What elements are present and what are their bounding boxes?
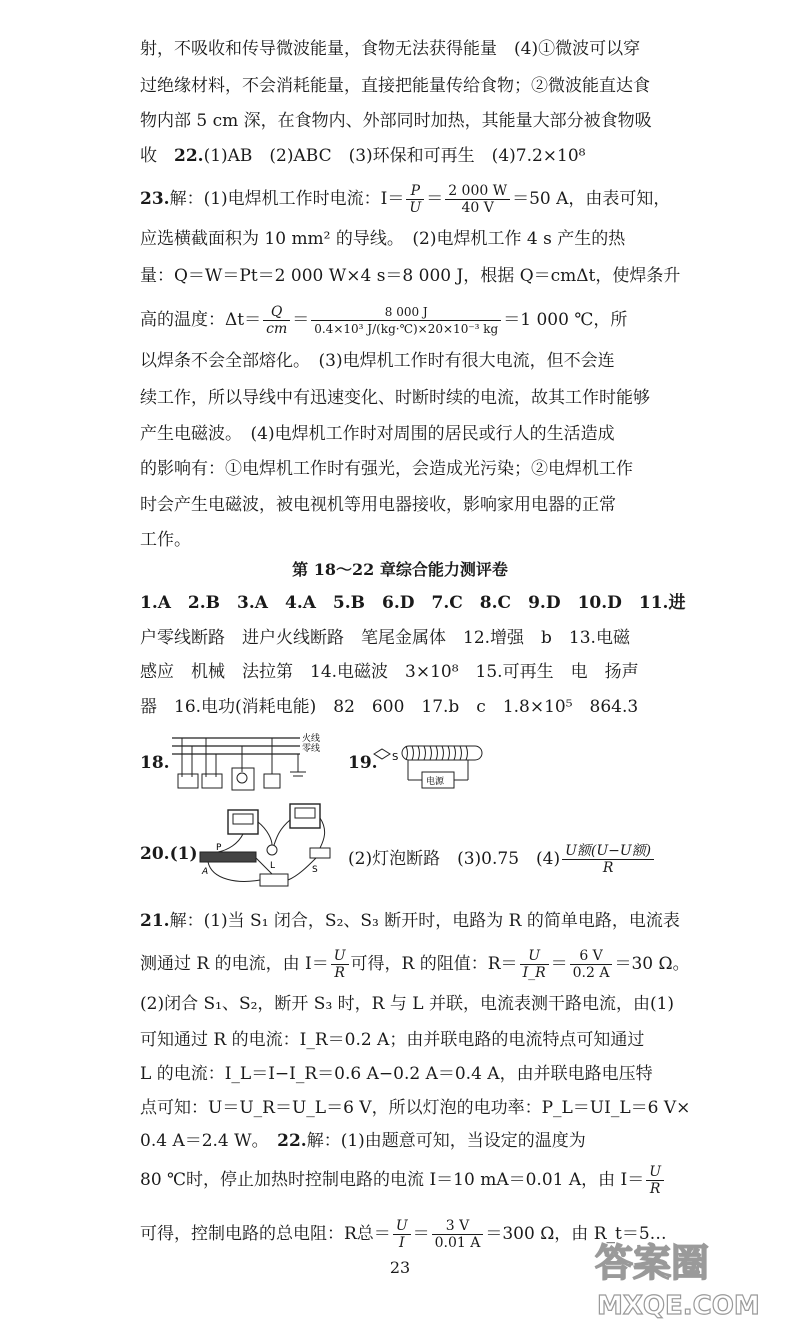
text-line: 工作。	[140, 530, 191, 550]
text-line: 量：Q＝W＝Pt＝2 000 W×4 s＝8 000 J，根据 Q＝cmΔt，使焊条升	[140, 266, 681, 286]
formula-line: 80 ℃时，停止加热时控制电路的电流 I＝10 mA＝0.01 A，由 I＝ $\frac{U}{R}$	[140, 1164, 680, 1197]
answer-line: 感应 机械 法拉第 14.电磁波 3×10⁸ 15.可再生 电 扬声	[140, 662, 639, 682]
fraction: $\frac{U}{I}$	[393, 1218, 411, 1251]
fraction: $\frac{P}{U}$	[406, 183, 424, 216]
text-line: 0.4 A＝2.4 W。 22.解：(1)由题意可知，当设定的温度为	[140, 1131, 586, 1151]
switch-label: S	[312, 865, 318, 875]
fraction: $\frac{3 V}{0.01 A}$	[432, 1218, 484, 1251]
text-line: 21.解：(1)当 S₁ 闭合，S₂、S₃ 断开时，电路为 R 的简单电路，电流表	[140, 911, 680, 931]
answer-line: 户零线断路 进户火线断路 笔尾金属体 12.增强 b 13.电磁	[140, 628, 630, 648]
fraction: $\frac{U}{I\_R}$	[520, 948, 549, 981]
circuit-experiment-figure	[198, 800, 338, 896]
text-line: 以焊条不会全部熔化。 (3)电焊机工作时有很大电流，但不会连	[140, 351, 615, 371]
fraction: $\frac{U}{R}$	[331, 948, 349, 981]
live-wire-label: 火线	[302, 734, 321, 744]
answer-line: 器 16.电功(消耗电能) 82 600 17.b c 1.8×10⁵ 864.3	[140, 697, 639, 717]
slider-label: P	[216, 843, 222, 853]
text-line: (2)闭合 S₁、S₂，断开 S₃ 时，R 与 L 并联，电流表测干路电流，由(1)	[140, 994, 675, 1014]
fraction: $\frac{\text{U额(U−U额)}}{R}$	[562, 843, 654, 876]
watermark-en-text: MXQE.COM	[597, 1291, 760, 1321]
pole-label: S	[392, 752, 399, 763]
fraction: $\frac{2 000 W}{40 V}$	[445, 183, 510, 216]
text-line: 过绝缘材料，不会消耗能量，直接把能量传给食物；②微波能直达食	[140, 76, 650, 96]
text-line: 射，不吸收和传导微波能量，食物无法获得能量 (4)①微波可以穿	[140, 39, 641, 59]
solenoid-figure	[372, 732, 492, 794]
formula-line: 测通过 R 的电流，由 I＝ $\frac{U}{R}$ 可得，R 的阻值：R＝ $\frac{U}{I\_R}$ ＝ $\frac{6 V}{0.2 A}$ ＝30 Ω。	[140, 948, 690, 981]
question-label: 18.	[140, 753, 170, 773]
fraction: $\frac{U}{R}$	[646, 1164, 664, 1197]
text-line: 应选横截面积为 10 mm² 的导线。 (2)电焊机工作 4 s 产生的热	[140, 229, 626, 249]
formula-line: 高的温度：Δt＝ $\frac{Q}{cm}$ ＝ $\frac{8 000 J}{\text{0.4×10³ J/(kg·℃)×20×10⁻³ kg}}$ ＝1 000 ℃，所	[140, 304, 628, 337]
text-line: 时会产生电磁波，被电视机等用电器接收，影响家用电器的正常	[140, 495, 616, 515]
fraction: $\frac{Q}{cm}$	[263, 304, 290, 337]
question-label: 20.(1)	[140, 844, 198, 864]
fraction: $\frac{8 000 J}{\text{0.4×10³ J/(kg·℃)×20×10⁻³ kg}}$	[311, 304, 501, 337]
formula-line: 23.解：(1)电焊机工作时电流：I＝ $\frac{P}{U}$ ＝ $\frac{2 000 W}{40 V}$ ＝50 A，由表可知，	[140, 183, 671, 216]
formula-line: 可得，控制电路的总电阻：R总＝ $\frac{U}{I}$ ＝ $\frac{3 V}{0.01 A}$ ＝300 Ω，由 R_t＝5…	[140, 1218, 667, 1251]
text-line: 可知通过 R 的电流：I_R＝0.2 A；由并联电路的电流特点可知通过	[140, 1030, 645, 1050]
watermark-cn-text: 答案圈	[595, 1241, 710, 1285]
fraction: $\frac{6 V}{0.2 A}$	[570, 948, 613, 981]
terminal-label: A	[202, 867, 209, 877]
answer-line: (2)灯泡断路 (3)0.75 (4) $\frac{\text{U额(U−U额)}}{R}$	[348, 843, 668, 876]
text-line: 产生电磁波。 (4)电焊机工作时对周围的居民或行人的生活造成	[140, 424, 615, 444]
question-label: 19.	[348, 753, 378, 773]
household-circuit-figure	[170, 732, 340, 794]
power-supply-label: 电源	[426, 777, 445, 787]
neutral-wire-label: 零线	[302, 744, 321, 754]
text-line: 点可知：U＝U_R＝U_L＝6 V，所以灯泡的电功率：P_L＝UI_L＝6 V×	[140, 1098, 691, 1118]
text-line: L 的电流：I_L＝I−I_R＝0.6 A−0.2 A＝0.4 A，由并联电路电压特	[140, 1064, 653, 1084]
text-line: 续工作，所以导线中有迅速变化、时断时续的电流，故其工作时能够	[140, 388, 650, 408]
watermark-logo	[585, 1228, 765, 1328]
page-number: 23	[389, 1258, 411, 1277]
answer-line: 1.A 2.B 3.A 4.A 5.B 6.D 7.C 8.C 9.D 10.D 11.进	[140, 593, 686, 613]
text-line: 的影响有：①电焊机工作时有强光，会造成光污染；②电焊机工作	[140, 459, 633, 479]
text-line: 物内部 5 cm 深，在食物内、外部同时加热，其能量大部分被食物吸	[140, 111, 652, 131]
bulb-label: L	[270, 861, 276, 871]
text-line: 收 22.(1)AB (2)ABC (3)环保和可再生 (4)7.2×10⁸	[140, 146, 586, 166]
section-heading: 第 18～22 章综合能力测评卷	[292, 560, 508, 579]
